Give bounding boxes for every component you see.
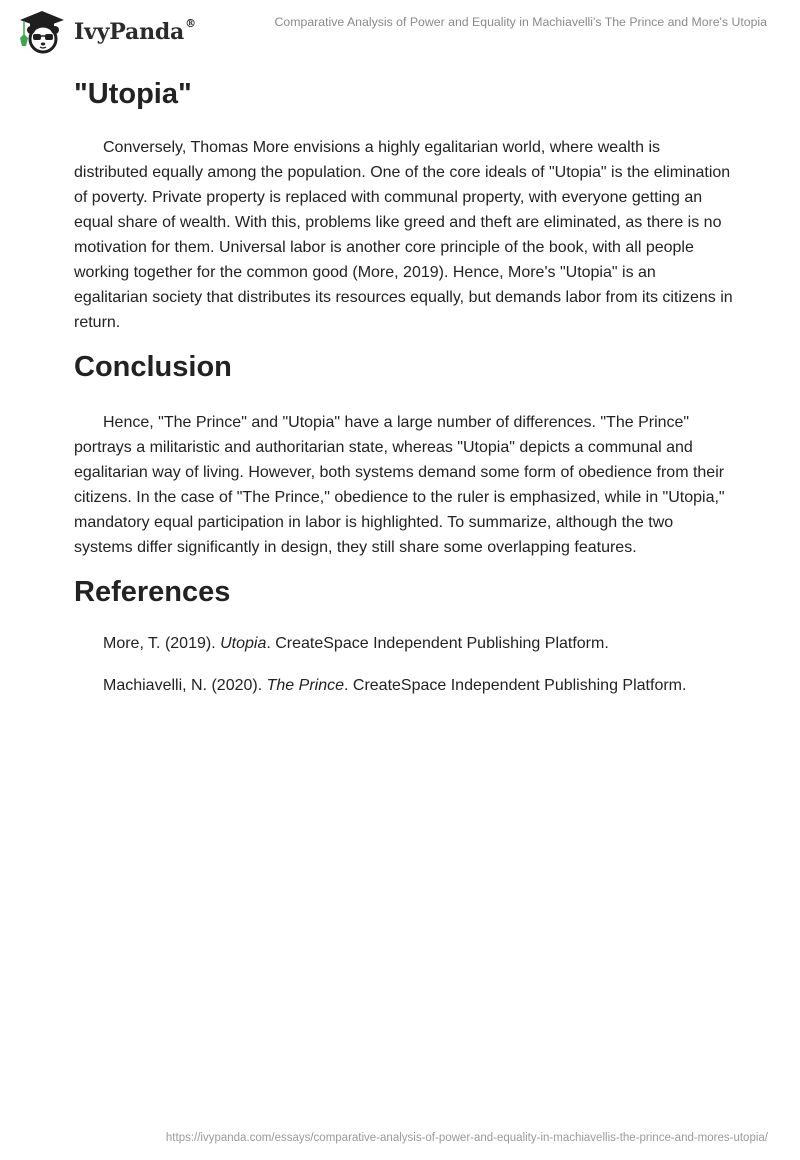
- section-conclusion: [74, 347, 734, 560]
- section-references: [74, 572, 734, 696]
- section-heading: "Utopia": [74, 78, 192, 110]
- logo-text: IvyPanda®: [74, 17, 196, 45]
- panda-graduate-icon: [16, 8, 68, 54]
- essay-content: [74, 72, 734, 718]
- paragraph: Hence, "The Prince" and "Utopia" have a large number of differences. "The Prince" portrays a militaristic and authoritarian state, whereas "Utopia" depicts a communal and egalitarian way of living. However, both systems demand some form of obedience from their citizens. In the case of "The Prince," obedience to the ruler is emphasized, while in "Utopia," mandatory equal participation in labor is highlighted. To summarize, although the two systems differ significantly in design, they still share some overlapping features.: [74, 414, 725, 556]
- page-header: [0, 0, 800, 56]
- paragraph: Conversely, Thomas More envisions a highly egalitarian world, where wealth is distributed equally among the population. One of the core ideals of "Utopia" is the elimination of poverty. Private property is replaced with communal property, with everyone getting an equal share of wealth. With this, problems like greed and theft are eliminated, as there is no motivation for them. Universal labor is another core principle of the book, with all people working together for the common good (More, 2019). Hence, More's "Utopia" is an egalitarian society that distributes its resources equally, but demands labor from its citizens in return.: [74, 139, 733, 331]
- section-heading: Conclusion: [74, 351, 232, 383]
- reference-title: The Prince: [266, 677, 344, 694]
- section-utopia: [74, 74, 734, 335]
- source-url[interactable]: https://ivypanda.com/essays/comparative-analysis-of-power-and-equality-in-machiavellis-the-prince-and-mores-utopia/: [165, 1132, 768, 1144]
- reference-title: Utopia: [220, 635, 267, 652]
- reference-item: Machiavelli, N. (2020). The Prince. CreateSpace Independent Publishing Platform.: [103, 677, 687, 694]
- ivypanda-logo[interactable]: [16, 8, 196, 54]
- section-heading: References: [74, 576, 231, 608]
- reference-item: More, T. (2019). Utopia. CreateSpace Independent Publishing Platform.: [103, 635, 609, 652]
- document-title: Comparative Analysis of Power and Equality in Machiavelli's The Prince and More's Utopia: [274, 15, 767, 29]
- reference-list: [74, 634, 734, 696]
